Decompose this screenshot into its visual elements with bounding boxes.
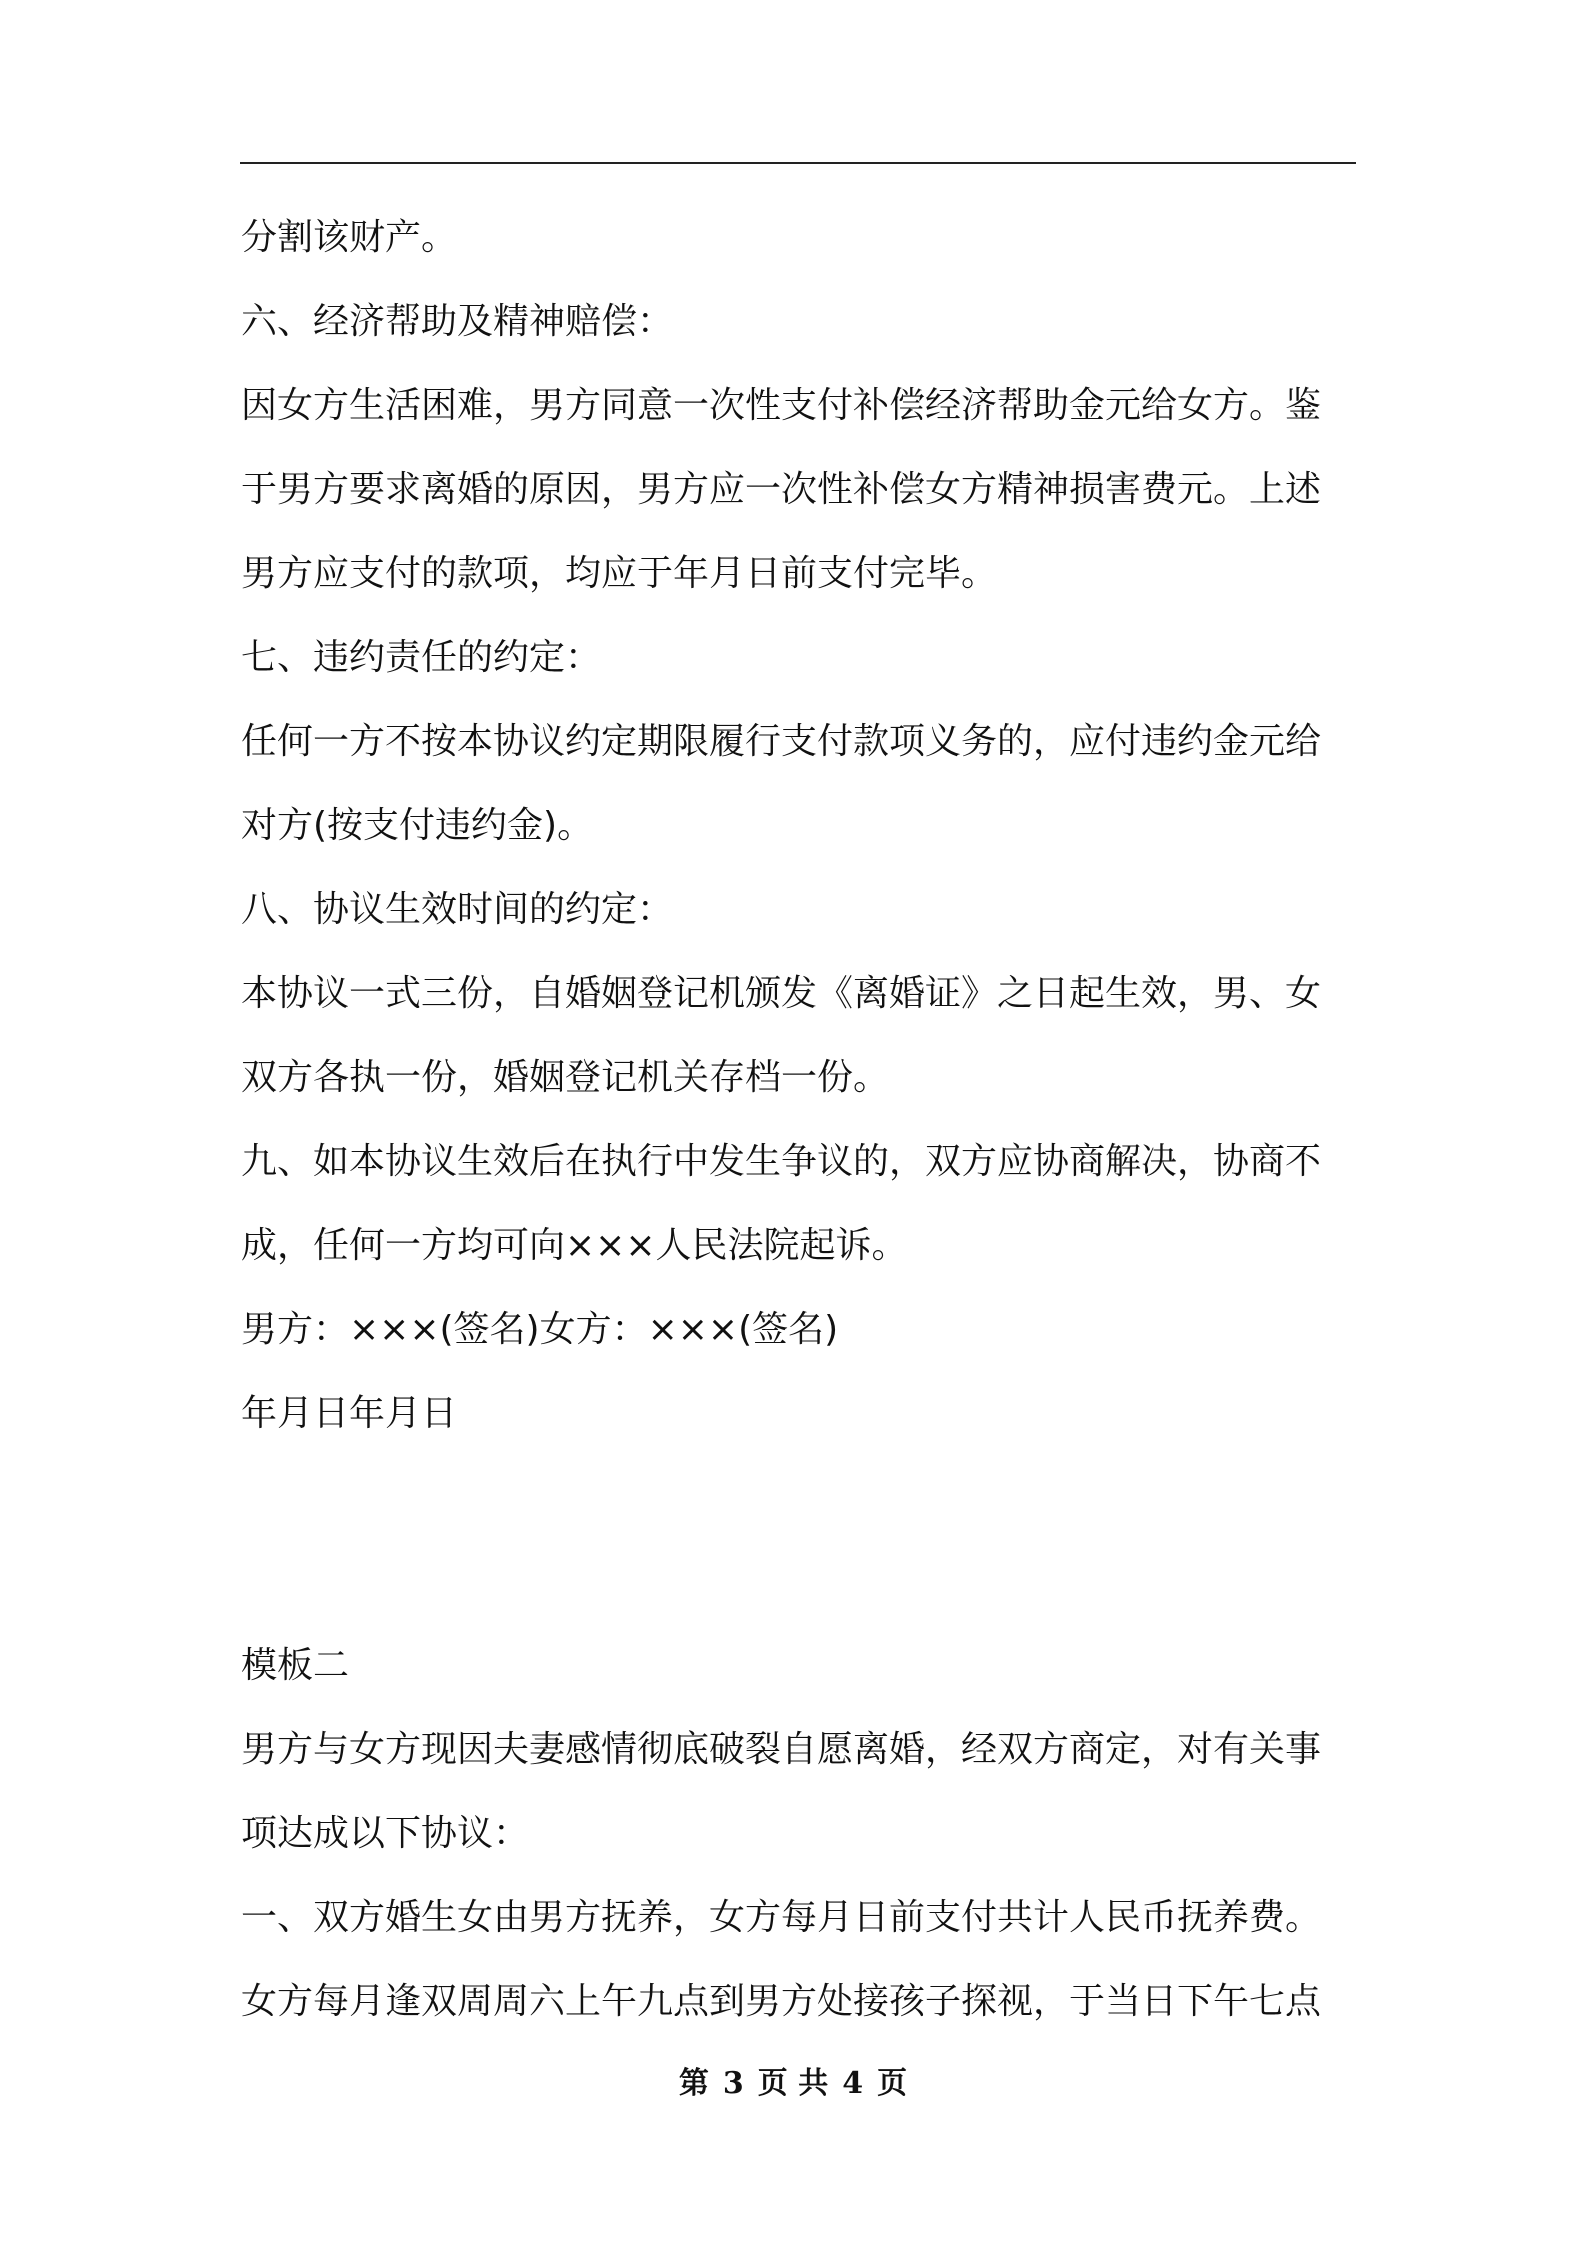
footer-middle: 页 共 (757, 2066, 829, 2101)
section-heading: 六、经济帮助及精神赔偿： (241, 301, 674, 342)
footer-total-pages: 4 (842, 2066, 864, 2101)
text-line: 分割该财产。 (241, 217, 458, 258)
text-line: 成，任何一方均可向×××人民法院起诉。 (241, 1225, 908, 1266)
footer-suffix: 页 (877, 2066, 908, 2101)
blank-spacer (241, 1540, 1359, 1624)
template-two-title: 模板二 (241, 1645, 350, 1686)
text-line: 双方各执一份，婚姻登记机关存档一份。 (241, 1057, 890, 1098)
text-line: 于男方要求离婚的原因，男方应一次性补偿女方精神损害费元。上述 (241, 469, 1322, 510)
footer-prefix: 第 (678, 2066, 709, 2101)
footer-current-page: 3 (722, 2066, 744, 2101)
page-footer (0, 2058, 1586, 2102)
signature-line: 男方：×××(签名)女方：×××(签名) (241, 1309, 839, 1350)
section-heading: 七、违约责任的约定： (241, 637, 602, 678)
text-line: 本协议一式三份，自婚姻登记机颁发《离婚证》之日起生效，男、女 (241, 973, 1322, 1014)
text-line: 男方应支付的款项，均应于年月日前支付完毕。 (241, 553, 998, 594)
document-body (241, 196, 1359, 2044)
date-line: 年月日年月日 (241, 1393, 458, 1434)
blank-spacer (241, 1456, 1359, 1540)
text-line: 任何一方不按本协议约定期限履行支付款项义务的，应付违约金元给 (241, 721, 1322, 762)
header-rule (240, 162, 1356, 164)
text-line: 因女方生活困难，男方同意一次性支付补偿经济帮助金元给女方。鉴 (241, 385, 1322, 426)
text-line: 男方与女方现因夫妻感情彻底破裂自愿离婚，经双方商定，对有关事 (241, 1729, 1322, 1770)
text-line: 一、双方婚生女由男方抚养，女方每月日前支付共计人民币抚养费。 (241, 1897, 1322, 1938)
text-line: 对方(按支付违约金)。 (241, 805, 594, 846)
text-line: 项达成以下协议： (241, 1813, 530, 1854)
text-line: 九、如本协议生效后在执行中发生争议的，双方应协商解决，协商不 (241, 1141, 1322, 1182)
section-heading: 八、协议生效时间的约定： (241, 889, 674, 930)
text-line: 女方每月逢双周周六上午九点到男方处接孩子探视，于当日下午七点 (241, 1981, 1322, 2022)
